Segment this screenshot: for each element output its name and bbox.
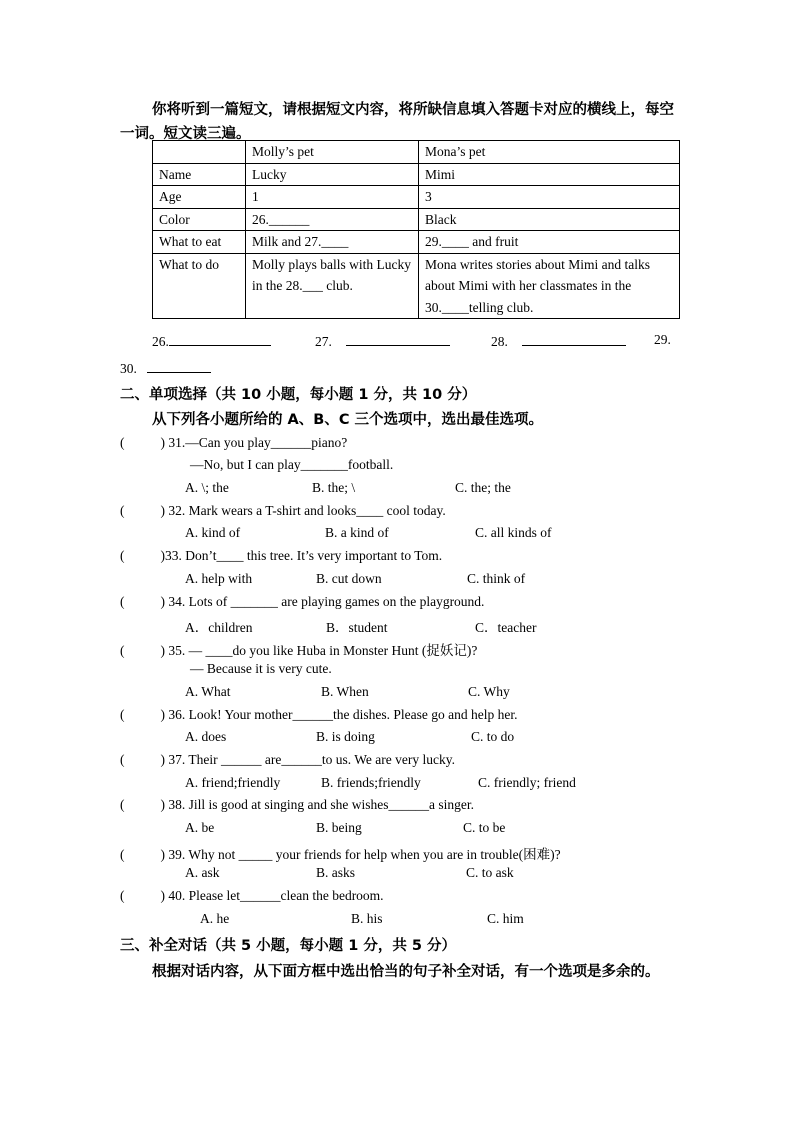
answer-blank[interactable] — [522, 332, 626, 346]
answer-label: 28. — [491, 334, 508, 349]
option-a: A. \; the — [185, 480, 229, 495]
table-cell: Molly plays balls with Lucky in the 28.___ club. — [246, 253, 419, 319]
option-c: C. friendly; friend — [478, 775, 576, 790]
question-40: ( ) 40. Please let______clean the bedroom. — [120, 888, 384, 903]
option-c: C. think of — [467, 571, 526, 586]
table-cell: 29.____ and fruit — [419, 231, 680, 254]
table-cell: Color — [153, 208, 246, 231]
question-33: ( )33. Don’t____ this tree. It’s very important to Tom. — [120, 548, 443, 563]
question-stem-2: —No, but I can play_______football. — [190, 457, 394, 472]
table-cell: What to eat — [153, 231, 246, 254]
option-a: A. he — [200, 911, 230, 926]
question-37: ( ) 37. Their ______ are______to us. We are very lucky. — [120, 752, 455, 767]
table-cell: Mona writes stories about Mimi and talks about Mimi with her classmates in the 30.____telling club. — [419, 253, 680, 319]
option-a: A. be — [185, 820, 215, 835]
option-a: A. What — [185, 684, 231, 699]
table-row — [153, 208, 680, 231]
question-stem: ) 36. Look! Your mother______the dishes. Please go and help her. — [160, 707, 518, 722]
table-cell: 1 — [246, 186, 419, 209]
option-b: B. asks — [316, 865, 356, 880]
option-b: B．student — [326, 620, 388, 635]
option-a: A. friend;friendly — [185, 775, 281, 790]
answer-line-30[interactable] — [120, 359, 211, 377]
question-36: ( ) 36. Look! Your mother______the dishes. Please go and help her. — [120, 707, 518, 722]
option-b: B. being — [316, 820, 362, 835]
question-34: ( ) 34. Lots of _______ are playing games on the playground. — [120, 594, 485, 609]
section2-instruction: 从下列各小题所给的 A、B、C 三个选项中，选出最佳选项。 — [152, 412, 544, 428]
answer-label: 29. — [654, 332, 671, 347]
question-stem: ) 37. Their ______ are______to us. We are very lucky. — [160, 752, 455, 767]
question-38: ( ) 38. Jill is good at singing and she wishes______a singer. — [120, 797, 474, 812]
listening-instruction: 你将听到一篇短文，请根据短文内容，将所缺信息填入答题卡对应的横线上，每空一词。短文读三遍。 — [120, 102, 674, 142]
question-stem: ) 40. Please let______clean the bedroom. — [160, 888, 384, 903]
option-a: A. ask — [185, 865, 220, 880]
answer-blank[interactable] — [346, 332, 450, 346]
option-c: C. the; the — [455, 480, 511, 495]
question-stem: )33. Don’t____ this tree. It’s very important to Tom. — [160, 548, 443, 563]
option-a: A. does — [185, 729, 227, 744]
table-cell: Name — [153, 163, 246, 186]
table-cell: 3 — [419, 186, 680, 209]
option-c: C. to do — [471, 729, 515, 744]
answer-line-29[interactable] — [654, 332, 671, 348]
section2-title: 二、单项选择（共 10 小题，每小题 1 分，共 10 分） — [120, 387, 477, 403]
table-cell: Molly’s pet — [246, 141, 419, 164]
option-c: C. to ask — [466, 865, 514, 880]
option-b: B. cut down — [316, 571, 382, 586]
table-row — [153, 253, 680, 319]
table-row — [153, 163, 680, 186]
table-cell: Mona’s pet — [419, 141, 680, 164]
answer-line-28[interactable] — [491, 332, 626, 350]
question-39: ( ) 39. Why not _____ your friends for help when you are in trouble(困难)? — [120, 847, 561, 862]
table-cell: Milk and 27.____ — [246, 231, 419, 254]
answer-line-26[interactable] — [152, 332, 271, 350]
table-cell: Mimi — [419, 163, 680, 186]
question-stem: ) 39. Why not _____ your friends for help when you are in trouble(困难)? — [160, 847, 561, 862]
option-b: B. his — [351, 911, 383, 926]
table-row — [153, 231, 680, 254]
section3-title: 三、补全对话（共 5 小题，每小题 1 分，共 5 分） — [120, 938, 457, 954]
option-b: B. the; \ — [312, 480, 356, 495]
table-header-row — [153, 141, 680, 164]
question-stem-2: — Because it is very cute. — [190, 661, 332, 676]
option-b: B. is doing — [316, 729, 375, 744]
option-c: C. to be — [463, 820, 506, 835]
option-a: A．children — [185, 620, 253, 635]
option-c: C．teacher — [475, 620, 537, 635]
pets-table — [152, 140, 680, 319]
question-stem: ) 35. — ____do you like Huba in Monster Hunt (捉妖记)? — [160, 643, 478, 658]
option-b: B. When — [321, 684, 369, 699]
table-row — [153, 186, 680, 209]
option-b: B. a kind of — [325, 525, 389, 540]
question-31: ( ) 31.—Can you play______piano? — [120, 435, 348, 450]
answer-blank[interactable] — [147, 359, 211, 373]
answer-line-27[interactable] — [315, 332, 450, 350]
answer-label: 27. — [315, 334, 332, 349]
table-cell: 26.______ — [246, 208, 419, 231]
table-cell: Lucky — [246, 163, 419, 186]
question-stem: ) 31.—Can you play______piano? — [160, 435, 348, 450]
option-a: A. kind of — [185, 525, 241, 540]
answer-blank[interactable] — [169, 332, 271, 346]
table-cell: Age — [153, 186, 246, 209]
table-cell: Black — [419, 208, 680, 231]
option-a: A. help with — [185, 571, 253, 586]
option-c: C. all kinds of — [475, 525, 552, 540]
section3-instruction: 根据对话内容，从下面方框中选出恰当的句子补全对话，有一个选项是多余的。 — [152, 964, 660, 980]
option-b: B. friends;friendly — [321, 775, 421, 790]
option-c: C. him — [487, 911, 524, 926]
question-stem: ) 32. Mark wears a T-shirt and looks____ cool today. — [160, 503, 446, 518]
question-35: ( ) 35. — ____do you like Huba in Monster Hunt (捉妖记)? — [120, 643, 478, 658]
answer-label: 30. — [120, 361, 137, 376]
answer-label: 26. — [152, 334, 169, 349]
table-cell: What to do — [153, 253, 246, 319]
table-cell — [153, 141, 246, 164]
option-c: C. Why — [468, 684, 510, 699]
question-32: ( ) 32. Mark wears a T-shirt and looks____ cool today. — [120, 503, 446, 518]
question-stem: ) 34. Lots of _______ are playing games on the playground. — [160, 594, 485, 609]
question-stem: ) 38. Jill is good at singing and she wishes______a singer. — [160, 797, 474, 812]
